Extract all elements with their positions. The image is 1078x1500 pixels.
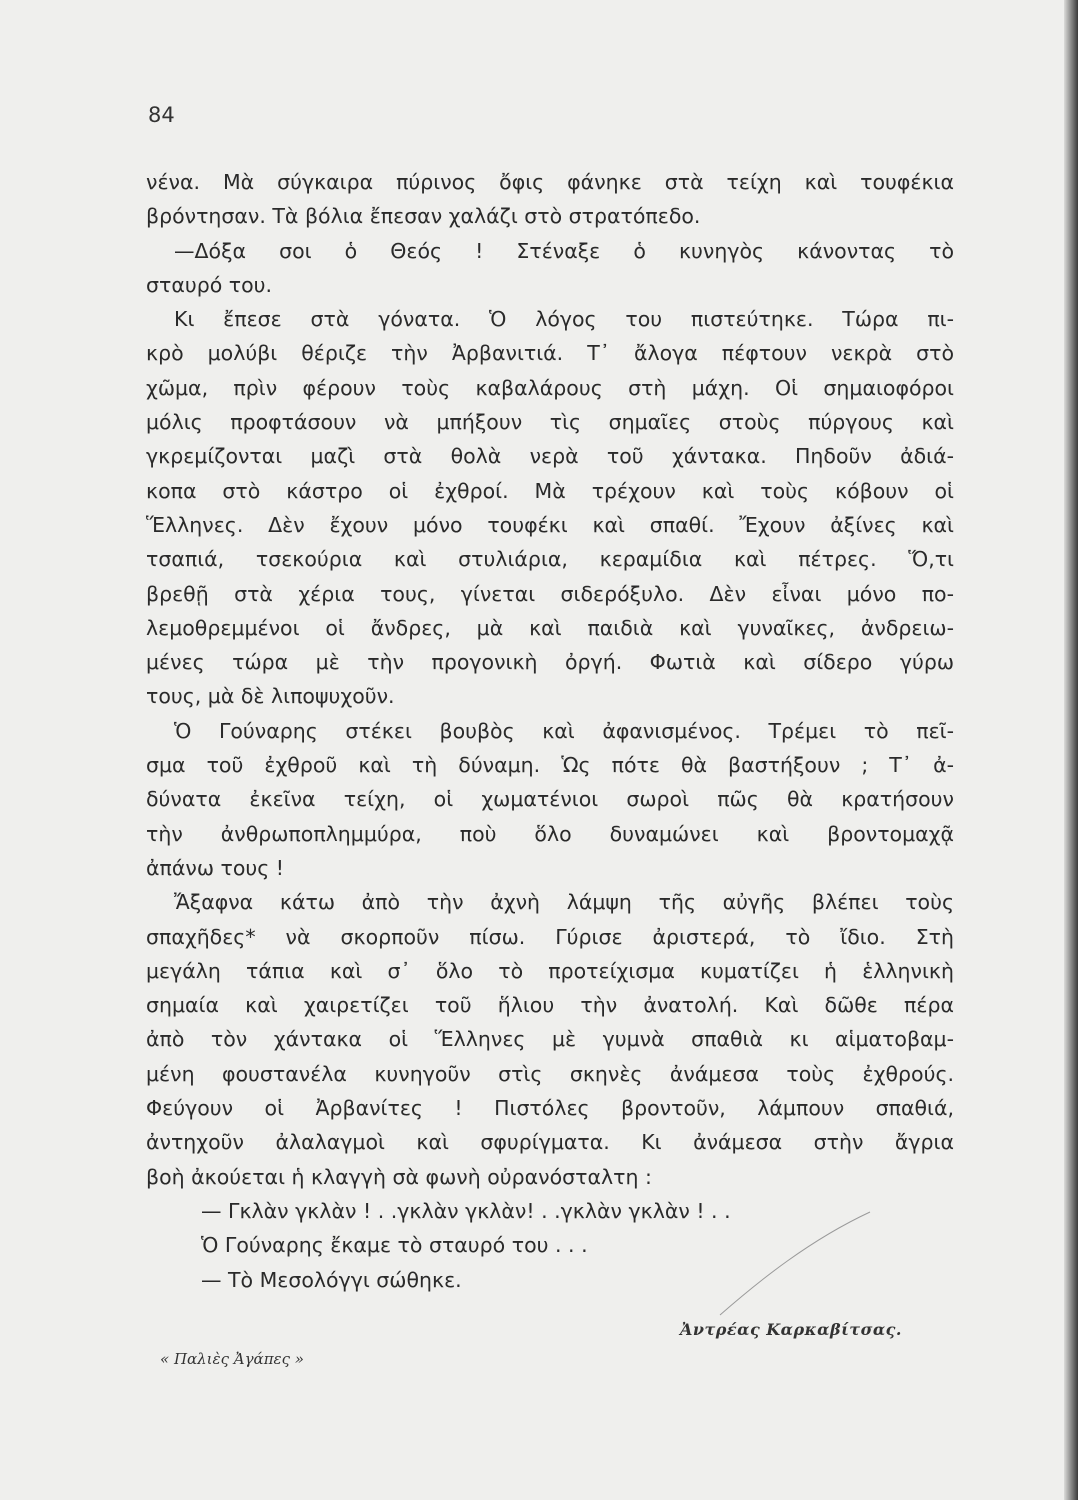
text-line: τσαπιά, τσεκούρια καὶ στυλιάρια, κεραμίδια καὶ πέτρες. Ὅ,τι: [146, 547, 954, 572]
text-line: μεγάλη τάπια καὶ σ᾽ ὅλο τὸ προτείχισμα κυματίζει ἡ ἑλληνικὴ: [146, 958, 954, 983]
text-line: τους, μὰ δὲ λιποψυχοῦν.: [146, 684, 395, 709]
text-line: κρὸ μολύβι θέριζε τὴν Ἀρβανιτιά. Τ᾽ ἄλογα πέφτουν νεκρὰ στὸ: [146, 341, 954, 366]
page-edge: [1064, 0, 1078, 1500]
text-line: κοπα στὸ κάστρο οἱ ἐχθροί. Μὰ τρέχουν καὶ τοὺς κόβουν οἱ: [146, 478, 954, 503]
text-line: Κι ἔπεσε στὰ γόνατα. Ὁ λόγος του πιστεύτηκε. Τώρα πι-: [174, 307, 954, 332]
text-line: — Τὸ Μεσολόγγι σώθηκε.: [201, 1267, 462, 1292]
text-line: Ὁ Γούναρης στέκει βουβὸς καὶ ἀφανισμένος. Τρέμει τὸ πεῖ-: [174, 718, 954, 743]
text-line: Ἄξαφνα κάτω ἀπὸ τὴν ἀχνὴ λάμψη τῆς αὐγῆς βλέπει τοὺς: [174, 890, 954, 915]
text-line: σημαία καὶ χαιρετίζει τοῦ ἥλιου τὴν ἀνατολή. Καὶ δῶθε πέρα: [146, 993, 954, 1018]
text-line: βοὴ ἀκούεται ἡ κλαγγὴ σὰ φωνὴ οὐρανόσταλτη :: [146, 1164, 652, 1189]
text-line: δύνατα ἐκεῖνα τείχη, οἱ χωματένιοι σωροὶ πῶς θὰ κρατήσουν: [146, 787, 954, 812]
text-line: μένη φουστανέλα κυνηγοῦν στὶς σκηνὲς ἀνάμεσα τοὺς ἐχθρούς.: [146, 1061, 954, 1086]
text-line: — Γκλὰν γκλὰν ! . .γκλὰν γκλὰν! . .γκλὰν γκλὰν ! . .: [201, 1198, 731, 1223]
text-line: Φεύγουν οἱ Ἀρβανίτες ! Πιστόλες βροντοῦν, λάμπουν σπαθιά,: [146, 1096, 954, 1121]
text-line: ἀπὸ τὸν χάντακα οἱ Ἕλληνες μὲ γυμνὰ σπαθιὰ κι αἱματοβαμ-: [146, 1027, 954, 1052]
author-signature: Ἀντρέας Καρκαβίτσας.: [680, 1320, 902, 1339]
text-line: Ἕλληνες. Δὲν ἔχουν μόνο τουφέκι καὶ σπαθί. Ἔχουν ἀξίνες καὶ: [146, 512, 954, 537]
text-line: μένες τώρα μὲ τὴν προγονικὴ ὀργή. Φωτιὰ καὶ σίδερο γύρω: [146, 650, 954, 675]
text-line: ἀπάνω τους !: [146, 855, 285, 880]
text-line: λεμοθρεμμένοι οἱ ἄνδρες, μὰ καὶ παιδιὰ καὶ γυναῖκες, ἀνδρειω-: [146, 615, 954, 640]
pencil-mark-decoration: [700, 1210, 880, 1320]
page-number: 84: [148, 103, 175, 127]
text-line: σπαχῆδες* νὰ σκορποῦν πίσω. Γύρισε ἀριστερά, τὸ ἴδιο. Στὴ: [146, 924, 954, 949]
text-line: τὴν ἀνθρωποπλημμύρα, ποὺ ὅλο δυναμώνει καὶ βροντομαχᾷ: [146, 821, 954, 846]
text-line: γκρεμίζονται μαζὶ στὰ θολὰ νερὰ τοῦ χάντακα. Πηδοῦν ἀδιά-: [146, 444, 954, 469]
text-line: Ὁ Γούναρης ἔκαμε τὸ σταυρό του . . .: [201, 1233, 588, 1258]
text-line: σμα τοῦ ἐχθροῦ καὶ τὴ δύναμη. Ὡς πότε θὰ βαστήξουν ; Τ᾽ ἀ-: [146, 753, 954, 778]
text-line: βρεθῇ στὰ χέρια τους, γίνεται σιδερόξυλο. Δὲν εἶναι μόνο πο-: [146, 581, 954, 606]
text-line: νένα. Μὰ σύγκαιρα πύρινος ὄφις φάνηκε στὰ τείχη καὶ τουφέκια: [146, 170, 954, 194]
body-text: [146, 165, 954, 1297]
text-line: βρόντησαν. Τὰ βόλια ἔπεσαν χαλάζι στὸ στρατόπεδο.: [146, 204, 701, 229]
text-line: μόλις προφτάσουν νὰ μπήξουν τὶς σημαῖες στοὺς πύργους καὶ: [146, 410, 954, 435]
text-line: σταυρό του.: [146, 272, 273, 297]
source-title: « Παλιὲς Ἀγάπες »: [160, 1350, 304, 1368]
text-line: χῶμα, πρὶν φέρουν τοὺς καβαλάρους στὴ μάχη. Οἱ σημαιοφόροι: [146, 375, 954, 400]
text-line: —Δόξα σοι ὁ Θεός ! Στέναξε ὁ κυνηγὸς κάνοντας τὸ: [174, 238, 954, 263]
text-line: ἀντηχοῦν ἀλαλαγμοὶ καὶ σφυρίγματα. Κι ἀνάμεσα στὴν ἄγρια: [146, 1130, 954, 1155]
